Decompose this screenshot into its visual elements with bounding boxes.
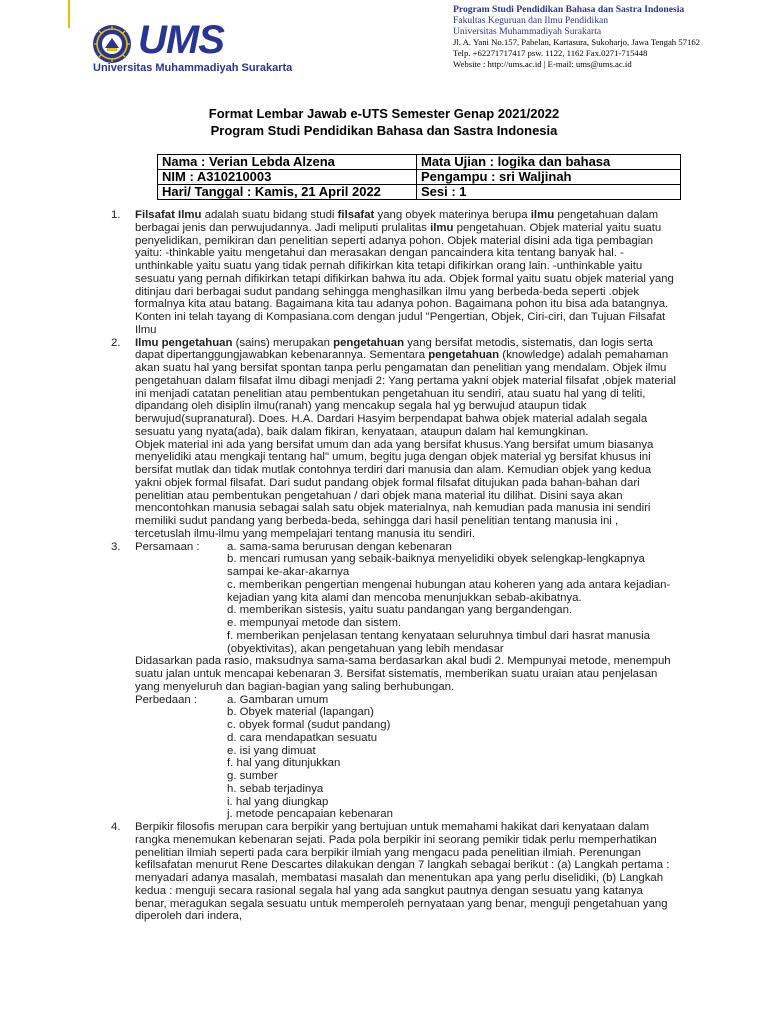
table-row xyxy=(158,170,681,185)
answer-1 xyxy=(111,209,677,337)
website: Website : http://ums.ac.id | E-mail: ums@ums.ac.id xyxy=(453,59,632,69)
answer-text: Ilmu pengetahuan (sains) merupakan pengetahuan yang bersifat metodis, sistematis, dan logis serta dapat dipertanggungjawabkan kebenarannya. Sementara pengetahuan (knowledge) adalah pemahaman akan suatu hal yang bersifat spontan tanpa perlu pengamatan dan penelitian yang mendalam. Objek ilmu pengetahuan dalam filsafat ilmu dibagi menjadi 2: Yang pertama yakni objek material filsafat ,objek material ini menjadi catatan penelitian atau pembentukan pengetahuan itu sendiri, atau suatu hal yang di teliti, dipandang oleh disiplin ilmu(ranah) yang mencakup segala hal yg berwujud ataupun tidak berwujud(supranatural). Does. H.A. Dardari Hasyim berpendapat bahwa objek material adalah segala sesuatu yang nyata(ada), baik dalam fikiran, kenyataan, ataupun dalam hal kemungkinan. xyxy=(135,336,676,438)
list-item: f. hal yang ditunjukkan xyxy=(227,757,341,770)
list-item: h. sebab terjadinya xyxy=(227,782,324,795)
table-row xyxy=(158,155,681,170)
answer-text: Filsafat Ilmu adalah suatu bidang studi filsafat yang obyek materinya berupa ilmu pengetahuan dalam berbagai jenis dan perwujudannya. Jadi meliputi prulalitas ilmu pengetahuan. Objek material yaitu suatu penyelidikan, pemikiran dan penelitian seperti adanya pohon. Objek material disini ada tiga pembagian yaitu: -thinkable yaitu mengetahui dan merasakan dengan pancaindera kita tentang banyak hal. -unthinkable yaitu suatu yang tidak pernah difikirkan kita tetapi difikirkan orang lain. -unthinkable yaitu sesuatu yang pernah difikirkan tetapi difikirkan bahwa itu ada. Objek formal yaitu suatu objek material yang ditinjau dari berbagai sudut pandang sehingga menghasilkan ilmu yang berbeda-beda seperti .objek formalnya kita atau batang. Bagaimana kita tau adanya pohon. Bagaimana pohon itu bisa ada batangnya. Konten ini telah tayang di Kompasiana.com dengan judul "Pengertian, Objek, Ciri-ciri, dan Tujuan Filsafat Ilmu xyxy=(135,209,674,336)
document-title: Format Lembar Jawab e-UTS Semester Genap 2021/2022 xyxy=(208,106,560,121)
list-item: Perbedaan : a. Gambaran umum xyxy=(135,693,329,706)
list-item: e. mempunyai metode dan sistem. xyxy=(227,617,402,629)
lecturer-cell: Pengampu : sri Waljinah xyxy=(417,170,681,185)
list-item: j. metode pencapaian kebenaran xyxy=(227,808,393,821)
list-item: c. memberikan pengertian mengenai hubungan atau koheren yang ada antara kejadian-kejadian yang kita alami dan mencoba menunjukkan sebab-akibatnya. xyxy=(227,578,671,604)
document-subtitle: Program Studi Pendidikan Bahasa dan Sastra Indonesia xyxy=(210,123,558,138)
student-info-table xyxy=(157,154,681,200)
list-item: c. obyek formal (sudut pandang) xyxy=(227,719,391,731)
answer-3 xyxy=(111,540,677,822)
list-item: d. memberikan sistesis, yaitu suatu pandangan yang bergandengan. xyxy=(227,604,573,617)
list-item: b. mencari rumusan yang sebaik-baiknya menyelidiki obyek selengkap-lengkapnya sampai ke-akar-akarnya xyxy=(227,553,645,578)
ums-seal-icon xyxy=(92,24,132,64)
list-item: e. isi yang dimuat xyxy=(227,744,316,757)
date-cell: Hari/ Tanggal : Kamis, 21 April 2022 xyxy=(158,185,417,200)
list-item: i. hal yang diungkap xyxy=(227,795,329,808)
student-id-cell: NIM : A310210003 xyxy=(158,170,417,185)
logo-text: UMS xyxy=(138,18,224,62)
session-cell: Sesi : 1 xyxy=(417,185,681,200)
answer-number: 4. xyxy=(111,821,121,833)
list-item: Persamaan : a. sama-sama berurusan dengan kebenaran xyxy=(135,540,452,553)
list-item: f. memberikan penjelasan tentang kenyataan seluruhnya timbul dari hasrat manusia (obyektivitas), akan pengetahuan yang lebih mendasar xyxy=(227,629,650,655)
answer-2 xyxy=(111,336,677,541)
list-item: d. cara mendapatkan sesuatu xyxy=(227,731,378,744)
logo-subtitle: Universitas Muhammadiyah Surakarta xyxy=(93,62,293,74)
answer-text: Berpikir filosofis merupan cara berpikir yang bertujuan untuk memahami hakikat dari kenyataan dalam rangka menemukan kebenaran sejati. Pada pola berpikir ini seorang pemikir tidak perlu memperhatikan penelitian ilmiah seperti pada cara berpikir ilmiah yang mengacu pada penelitian ilmiah. Perenungan kefilsafatan menurut Rene Descartes dilakukan dengan 7 langkah sebagai berikut : (a) Langkah pertama : menyadari adanya masalah, membatasi masalah dan menentukan apa yang perlu diselidiki, (b) Langkah kedua : menguji secara rasional segala hal yang ada sangkut pautnya dengan sesuatu yang katanya benar, meragukan segala sesuatu untuk memperoleh pernyataan yang benar, menguji pengetahuan yang diperoleh dari indera, xyxy=(135,821,670,923)
student-name-cell: Nama : Verian Lebda Alzena xyxy=(158,155,417,170)
university-logo xyxy=(92,18,293,76)
list-item: b. Obyek material (lapangan) xyxy=(227,706,374,719)
answer-number: 1. xyxy=(111,209,121,221)
address: Jl. A. Yani No.157, Pabelan, Kartasura, Sukoharjo, Jawa Tengah 57162 xyxy=(453,37,701,47)
margin-line xyxy=(68,0,70,28)
answer-body xyxy=(0,209,768,923)
subject-cell: Mata Ujian : logika dan bahasa xyxy=(417,155,681,170)
table-row xyxy=(158,185,681,200)
answer-4 xyxy=(111,821,677,923)
answer-paragraph: Objek material ini ada yang bersifat umum dan ada yang bersifat khusus.Yang bersifat umum biasanya menyelidiki atau mengkaji tentang hal" umum, begitu juga dengan objek material yg bersifat khusus ini bersifat mutlak dan tidak mutlak contohnya terdiri dari manusia dan alam. Kemudian objek yang kedua yakni objek formal filsafat. Dari sudut pandang objek formal filsafat ditujukan pada bahan-bahan dari penelitian atau pembentukan pengetahuan / dari objek mana material itu dilihat. Disini saya akan mencontohkan manusia sebagai salah satu objek materialnya, nah kemudian pada manusia ini sendiri memiliki sudut pandang yang berbeda-beda, sehingga dari hasil penelitian tentang manusia ini , tercetuslah ilmu-ilmu yang mempelajari tentang manusia itu sendiri. xyxy=(135,438,654,540)
program-name: Program Studi Pendidikan Bahasa dan Sastra Indonesia xyxy=(453,4,685,15)
answer-number: 2. xyxy=(111,336,121,349)
list-item: g. sumber xyxy=(227,770,278,782)
university-name: Universitas Muhammadiyah Surakarta xyxy=(453,26,602,37)
answer-paragraph: Didasarkan pada rasio, maksudnya sama-sama berdasarkan akal budi 2. Mempunyai metode, menempuh suatu jalan untuk mencapai kebenaran 3. Bersifat sistematis, memberikan suatu uraian atau penjelasan yang menyeluruh dan bagian-bagian yang saling berhubungan. xyxy=(135,655,671,693)
letterhead-contact xyxy=(453,4,700,70)
faculty-name: Fakultas Keguruan dan Ilmu Pendidikan xyxy=(453,15,609,26)
phone: Telp. +62271717417 psw. 1122, 1162 Fax.0271-715448 xyxy=(453,48,648,58)
answer-number: 3. xyxy=(111,540,121,553)
